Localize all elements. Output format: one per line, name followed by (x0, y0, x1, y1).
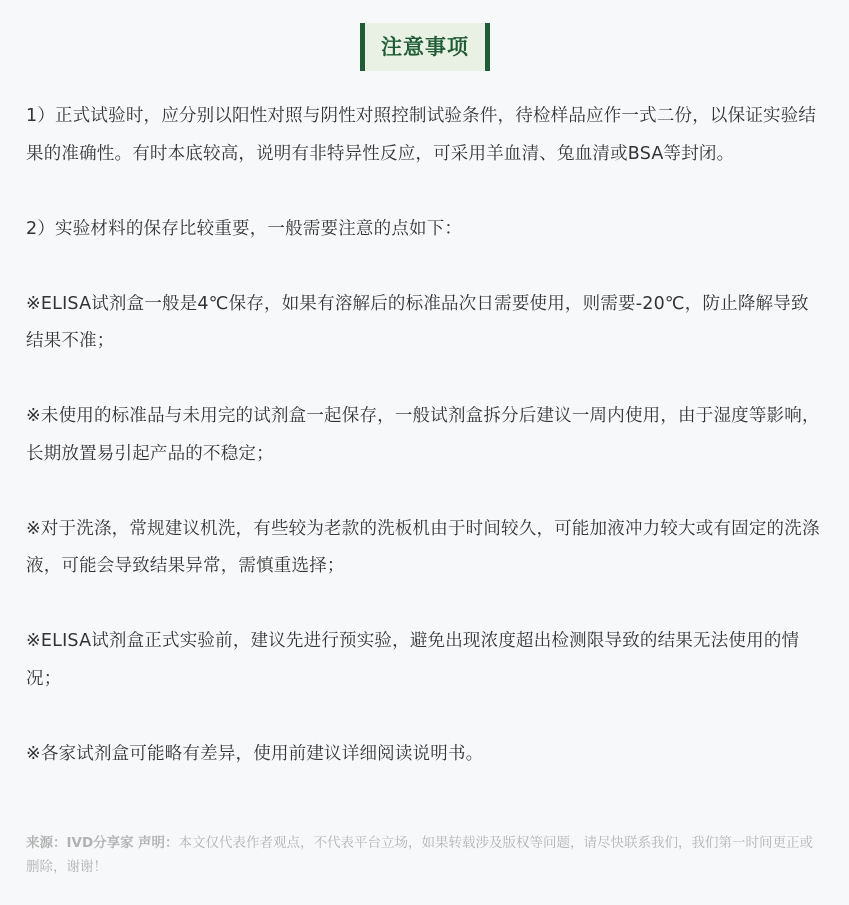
paragraph-gap (26, 586, 824, 624)
paragraph-4: ※未使用的标准品与未用完的试剂盒一起保存，一般试剂盒拆分后建议一周内使用，由于湿度等影响，长期放置易引起产品的不稳定； (26, 406, 820, 464)
paragraph-gap (26, 698, 824, 736)
footer-source-label: 来源： (26, 835, 67, 851)
paragraph-3: ※ELISA试剂盒一般是4℃保存，如果有溶解后的标准品次日需要使用，则需要-20℃，防止降解导致结果不准； (26, 293, 809, 351)
paragraph-1: 1）正式试验时，应分别以阳性对照与阴性对照控制试验条件，待检样品应作一式二份，以保证实验结果的准确性。有时本底较高，说明有非特异性反应，可采用羊血清、兔血清或BSA等封闭。 (26, 106, 817, 164)
section-heading: 注意事项 (360, 23, 490, 71)
paragraph-gap (26, 173, 824, 211)
footer-disclaimer (26, 831, 824, 879)
paragraph-6: ※ELISA试剂盒正式实验前，建议先进行预实验，避免出现浓度超出检测限导致的结果无法使用的情况； (26, 631, 800, 689)
article-body (26, 0, 824, 773)
footer-statement-text: 本文仅代表作者观点，不代表平台立场，如果转载涉及版权等问题，请尽快联系我们，我们第一时间更正或删除，谢谢！ (26, 835, 813, 875)
paragraph-2: 2）实验材料的保存比较重要，一般需要注意的点如下： (26, 218, 463, 239)
paragraph-5: ※对于洗涤，常规建议机洗，有些较为老款的洗板机由于时间较久，可能加液冲力较大或有固定的洗涤液，可能会导致结果异常，需慎重选择； (26, 518, 820, 576)
footer-statement-label: 声明： (137, 835, 179, 851)
paragraph-gap (26, 361, 824, 399)
paragraph-gap (26, 248, 824, 286)
footer-source-value: IVD分享家 (66, 835, 134, 851)
paragraph-7: ※各家试剂盒可能略有差异，使用前建议详细阅读说明书。 (26, 743, 484, 764)
section-heading-wrap (26, 0, 824, 71)
paragraph-gap (26, 473, 824, 511)
